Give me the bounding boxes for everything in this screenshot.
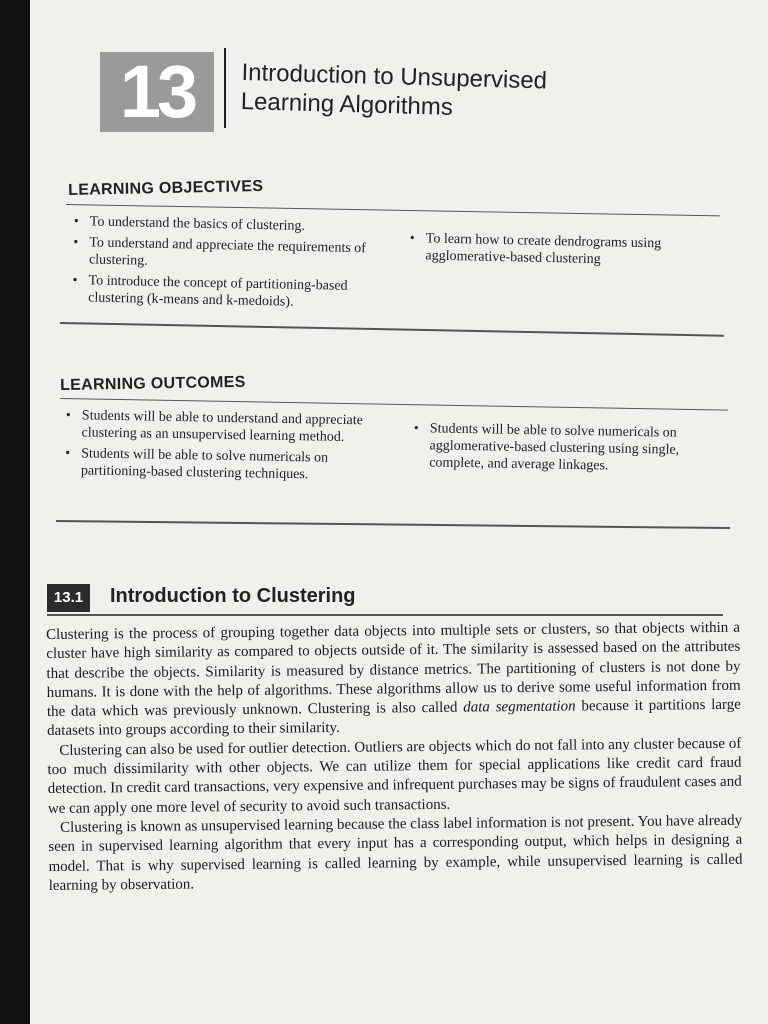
objective-item: • To introduce the concept of partitioning-based clustering (k-means and k-medoids). (88, 272, 389, 312)
chapter-title-line-2: Learning Algorithms (240, 87, 454, 121)
learning-objectives-heading: LEARNING OBJECTIVES (68, 177, 264, 199)
chapter-title-line-1: Introduction to Unsupervised (241, 58, 548, 95)
paragraph: Clustering can also be used for outlier detection. Outliers are objects which do not fall into any cluster because of too much dissimilarity with other objects. We can utilize them for special applications like credit card fraud detection. In credit card transactions, very expensive and infrequent purchases may be signs of fraudulent cases and we can apply one more level of security to avoid such transactions. (47, 735, 742, 817)
emphasized-term: data segmentation (463, 698, 576, 716)
book-spine-shadow (0, 0, 30, 1024)
chapter-number-badge: 13 (100, 52, 214, 132)
outcomes-right-column (409, 420, 720, 480)
outcomes-bottom-rule (56, 520, 730, 529)
chapter-title (240, 58, 661, 128)
section-title: Introduction to Clustering (110, 585, 356, 607)
chapter-title-divider (224, 48, 226, 128)
objective-item: • To learn how to create dendrograms using agglomerative-based clustering (425, 230, 716, 270)
paragraph (46, 619, 741, 742)
paragraph-text: Clustering is the process of grouping together data objects into multiple sets or clusters, so that objects within a cluster have high similarity as compared to objects outside of it. The similarity is assessed based on the attributes that describe the objects. Similarity is measured by distance metrics. The partitioning of clusters is not done by humans. It is done with the help of algorithms. These algorithms allow us to derive some useful information from the data which was previously unknown. Clustering is also called (46, 619, 741, 721)
section-body (46, 619, 743, 896)
objectives-bottom-rule (60, 322, 724, 337)
outcome-item: • Students will be able to solve numericals on partitioning-based clustering techniques. (81, 445, 392, 484)
objectives-right-column (405, 230, 716, 274)
outcome-item: • Students will be able to understand and appreciate clustering as an unsupervised learning method. (81, 407, 392, 446)
paragraph: Clustering is known as unsupervised learning because the class label information is not present. You have already seen in supervised learning algorithm that every input has a corresponding output, which helps in designing a model. That is why supervised learning is called learning by example, while unsupervised learning is called learning by observation. (48, 812, 743, 894)
outcomes-left-column (61, 407, 392, 489)
section-title-rule (47, 614, 723, 616)
learning-outcomes-heading: LEARNING OUTCOMES (60, 373, 246, 394)
objective-item: • To understand and appreciate the requirements of clustering. (89, 234, 390, 274)
objective-item: • To understand the basics of clustering. (90, 213, 390, 236)
paragraph-text: because it partitions large datasets into groups according to their similarity. (47, 696, 741, 740)
outcome-item: • Students will be able to solve numericals on agglomerative-based clustering using single, complete, and average linkages. (429, 420, 720, 476)
objectives-left-column (68, 213, 390, 317)
section-number-badge: 13.1 (47, 584, 90, 612)
